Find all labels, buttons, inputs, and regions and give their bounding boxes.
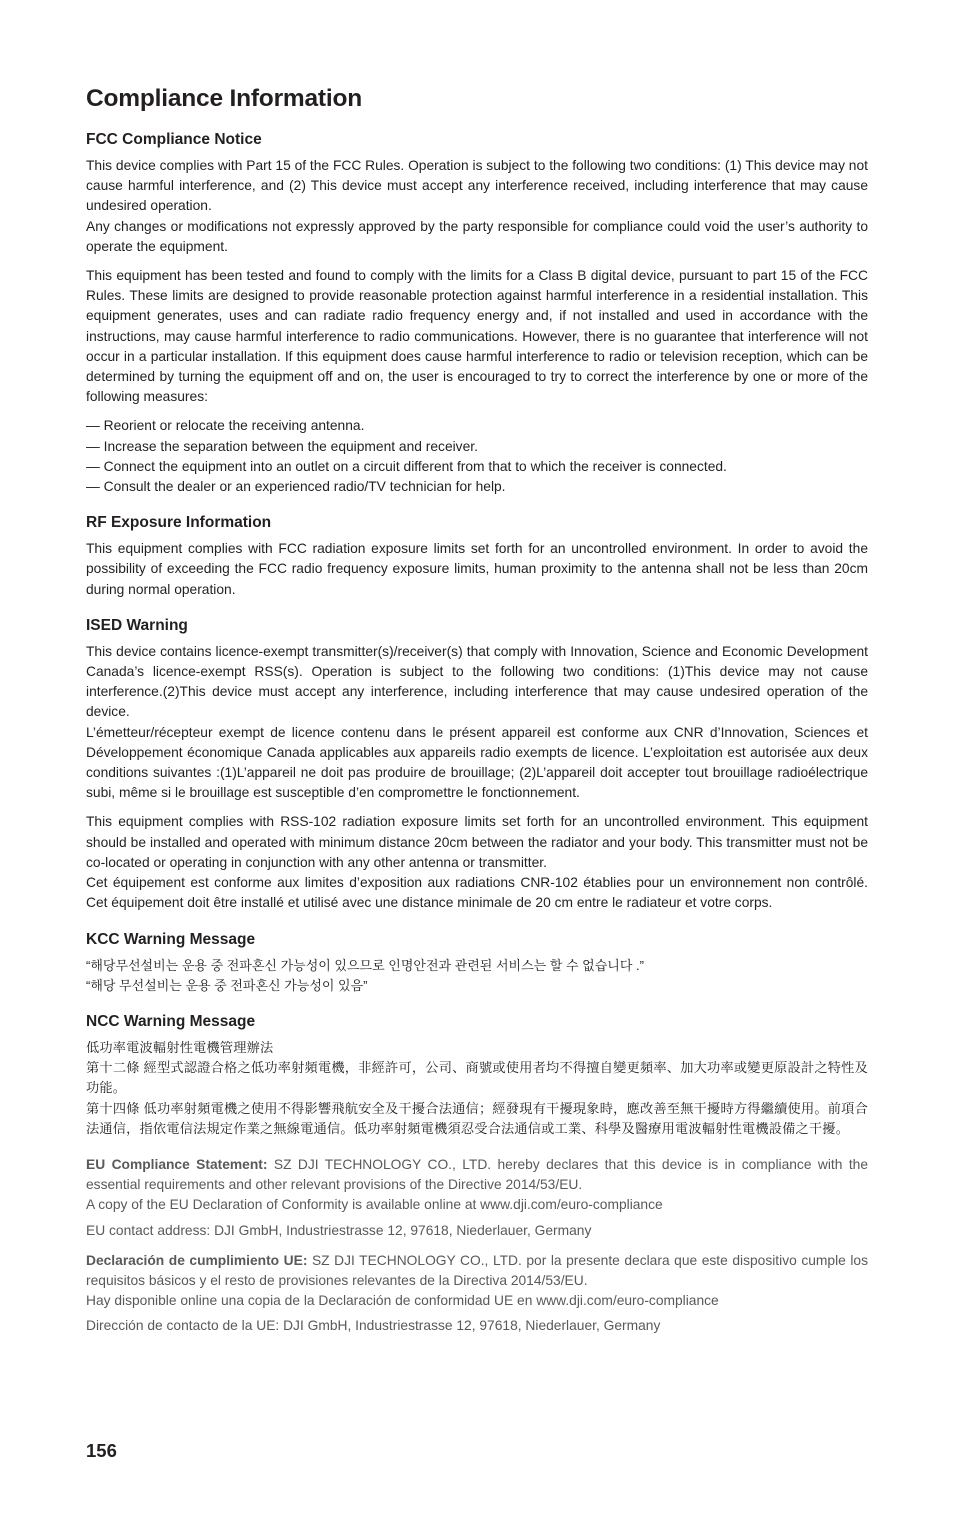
fcc-measure-item: — Reorient or relocate the receiving antenna. — [86, 418, 365, 434]
fcc-measure-item: — Consult the dealer or an experienced radio/TV technician for help. — [86, 479, 506, 495]
ised-paragraph-4: Cet équipement est conforme aux limites d’exposition aux radiations CNR-102 établies pour un environnement non contrôlé. Cet équipement doit être installé et utilisé avec une distance minimale de 20 cm entre le radiateur et votre corps. — [86, 875, 868, 911]
eu-copy: A copy of the EU Declaration of Conformity is available online at www.dji.com/euro-compliance — [86, 1197, 663, 1213]
eu-statement — [86, 1155, 868, 1195]
es-section — [86, 1251, 868, 1337]
eu-label: EU Compliance Statement: — [86, 1156, 268, 1172]
fcc-measures-list — [86, 416, 868, 497]
ised-paragraph-1: This device contains licence-exempt transmitter(s)/receiver(s) that comply with Innovation, Science and Economic Development Canada’s licence-exempt RSS(s). Operation is subject to the following two conditions: (1)This device may not cause interference.(2)This device must accept any interference, including interference that may cause undesired operation of the device. — [86, 643, 868, 720]
ncc-section — [86, 1012, 868, 1139]
kcc-line-1: “해당무선설비는 운용 중 전파혼신 가능성이 있으므로 인명안전과 관련된 서비스는 할 수 없습니다 .” — [86, 957, 644, 973]
rf-heading: RF Exposure Information — [86, 514, 272, 532]
es-copy: Hay disponible online una copia de la Declaración de conformidad UE en www.dji.com/euro-compliance — [86, 1293, 719, 1309]
ised-paragraph-3: This equipment complies with RSS-102 radiation exposure limits set forth for an uncontrolled environment. This equipment should be installed and operated with minimum distance 20cm between the radiator and your body. This transmitter must not be co-located or operating in conjunction with any other antenna or transmitter. — [86, 814, 868, 870]
es-contact: Dirección de contacto de la UE: DJI GmbH, Industriestrasse 12, 97618, Niederlauer, Germany — [86, 1318, 661, 1334]
ncc-line-3: 第十四條 低功率射頻電機之使用不得影響飛航安全及干擾合法通信；經發現有干擾現象時，應改善至無干擾時方得繼續使用。前項合法通信，指依電信法規定作業之無線電通信。低功率射頻電機須忍受合法通信或工業、科學及醫療用電波輻射性電機設備之干擾。 — [86, 1100, 868, 1136]
ised-section — [86, 616, 868, 914]
es-label: Declaración de cumplimiento UE: — [86, 1252, 308, 1268]
kcc-line-2: “해당 무선설비는 운용 중 전파혼신 가능성이 있음” — [86, 977, 368, 993]
ncc-line-1: 低功率電波輻射性電機管理辦法 — [86, 1039, 274, 1055]
page-title: Compliance Information — [86, 85, 363, 112]
ised-heading: ISED Warning — [86, 616, 188, 634]
fcc-measure-item: — Connect the equipment into an outlet on a circuit different from that to which the receiver is connected. — [86, 458, 727, 474]
eu-contact: EU contact address: DJI GmbH, Industriestrasse 12, 97618, Niederlauer, Germany — [86, 1222, 592, 1238]
rf-section — [86, 513, 868, 600]
es-statement — [86, 1251, 868, 1291]
fcc-heading: FCC Compliance Notice — [86, 131, 262, 148]
es-statement-text: SZ DJI TECHNOLOGY CO., LTD. por la presente declara que este dispositivo cumple los requisitos básicos y el resto de provisiones relevantes de la Directiva 2014/53/EU. — [86, 1252, 868, 1288]
ncc-heading: NCC Warning Message — [86, 1012, 256, 1030]
fcc-measure-item: — Increase the separation between the equipment and receiver. — [86, 438, 478, 454]
fcc-paragraph-2: Any changes or modifications not expressly approved by the party responsible for compliance could void the user’s authority to operate the equipment. — [86, 218, 868, 254]
rf-paragraph: This equipment complies with FCC radiation exposure limits set forth for an uncontrolled environment. In order to avoid the possibility of exceeding the FCC radio frequency exposure limits, human proximity to the antenna shall not be less than 20cm during normal operation. — [86, 541, 868, 597]
kcc-heading: KCC Warning Message — [86, 930, 256, 948]
eu-statement-text: SZ DJI TECHNOLOGY CO., LTD. hereby declares that this device is in compliance with the essential requirements and other relevant provisions of the Directive 2014/53/EU. — [86, 1156, 869, 1193]
ncc-line-2: 第十二條 經型式認證合格之低功率射頻電機，非經許可，公司、商號或使用者均不得擅自變更頻率、加大功率或變更原設計之特性及功能。 — [86, 1060, 868, 1096]
eu-section — [86, 1155, 868, 1241]
fcc-section — [86, 130, 868, 497]
fcc-paragraph-1: This device complies with Part 15 of the FCC Rules. Operation is subject to the following two conditions: (1) This device may not cause harmful interference, and (2) This device must accept any interference received, including interference that may cause undesired operation. — [86, 158, 868, 214]
kcc-section — [86, 930, 868, 996]
page-content — [86, 84, 868, 1337]
ised-paragraph-2: L’émetteur/récepteur exempt de licence contenu dans le présent appareil est conforme aux CNR d’Innovation, Sciences et Développement économique Canada applicables aux appareils radio exempts de licence. L’exploitation est autorisée aux deux conditions suivantes :(1)L’appareil ne doit pas produire de brouillage; (2)L’appareil doit accepter tout brouillage radioélectrique subi, même si le brouillage est susceptible d’en compromettre le fonctionnement. — [86, 724, 868, 801]
fcc-paragraph-3: This equipment has been tested and found to comply with the limits for a Class B digital device, pursuant to part 15 of the FCC Rules. These limits are designed to provide reasonable protection against harmful interference in a residential installation. This equipment generates, uses and can radiate radio frequency energy and, if not installed and used in accordance with the instructions, may cause harmful interference to radio communications. However, there is no guarantee that interference will not occur in a particular installation. If this equipment does cause harmful interference to radio or television reception, which can be determined by turning the equipment off and on, the user is encouraged to try to correct the interference by one or more of the following measures: — [86, 268, 868, 405]
page-number: 156 — [86, 1440, 117, 1461]
